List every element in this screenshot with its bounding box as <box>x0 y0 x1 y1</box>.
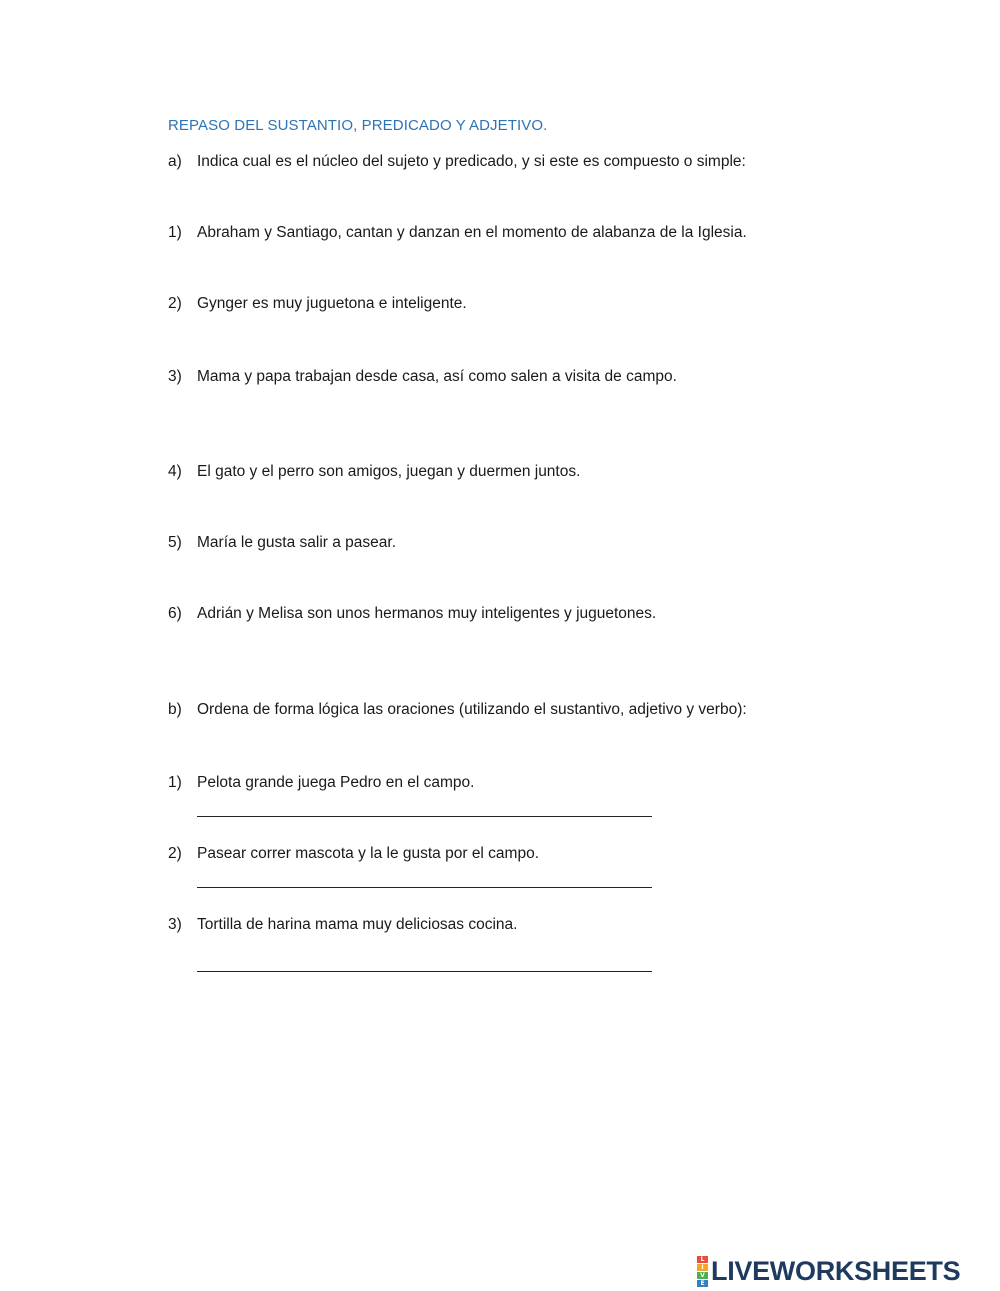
section-a-text: Indica cual es el núcleo del sujeto y predicado, y si este es compuesto o simple: <box>197 153 746 170</box>
item-marker: 1) <box>168 224 182 241</box>
logo-blocks <box>697 1256 708 1287</box>
logo-block-icon: E <box>697 1280 708 1287</box>
item-marker: 2) <box>168 845 182 862</box>
list-item <box>168 534 396 552</box>
list-item <box>168 774 474 792</box>
liveworksheets-logo <box>697 1255 960 1287</box>
logo-block-icon: I <box>697 1264 708 1271</box>
list-item <box>168 368 677 386</box>
item-text: Tortilla de harina mama muy deliciosas cocina. <box>197 916 518 933</box>
section-b-instruction <box>168 701 747 719</box>
worksheet-title: REPASO DEL SUSTANTIO, PREDICADO Y ADJETIVO. <box>168 117 548 134</box>
item-text: Mama y papa trabajan desde casa, así como salen a visita de campo. <box>197 368 677 385</box>
section-a-instruction <box>168 153 746 171</box>
logo-block-icon: V <box>697 1272 708 1279</box>
list-item <box>168 224 747 242</box>
item-text: Abraham y Santiago, cantan y danzan en el momento de alabanza de la Iglesia. <box>197 224 747 241</box>
item-marker: 4) <box>168 463 182 480</box>
item-marker: 3) <box>168 368 182 385</box>
item-marker: 6) <box>168 605 182 622</box>
section-b-text: Ordena de forma lógica las oraciones (utilizando el sustantivo, adjetivo y verbo): <box>197 701 747 718</box>
list-item <box>168 916 517 934</box>
item-text: Pelota grande juega Pedro en el campo. <box>197 774 475 791</box>
item-text: María le gusta salir a pasear. <box>197 534 397 551</box>
item-text: Pasear correr mascota y la le gusta por el campo. <box>197 845 540 862</box>
logo-block-icon: L <box>697 1256 708 1263</box>
answer-line[interactable] <box>197 971 652 972</box>
list-item <box>168 845 539 863</box>
item-marker: 3) <box>168 916 182 933</box>
answer-line[interactable] <box>197 816 652 817</box>
item-marker: 1) <box>168 774 182 791</box>
item-text: Adrián y Melisa son unos hermanos muy inteligentes y juguetones. <box>197 605 657 622</box>
section-b-marker: b) <box>168 701 182 718</box>
item-marker: 5) <box>168 534 182 551</box>
list-item <box>168 295 467 313</box>
list-item <box>168 463 580 481</box>
list-item <box>168 605 656 623</box>
section-a-marker: a) <box>168 153 182 170</box>
logo-text: LIVEWORKSHEETS <box>711 1255 961 1286</box>
answer-line[interactable] <box>197 887 652 888</box>
item-text: El gato y el perro son amigos, juegan y duermen juntos. <box>197 463 581 480</box>
item-marker: 2) <box>168 295 182 312</box>
item-text: Gynger es muy juguetona e inteligente. <box>197 295 467 312</box>
